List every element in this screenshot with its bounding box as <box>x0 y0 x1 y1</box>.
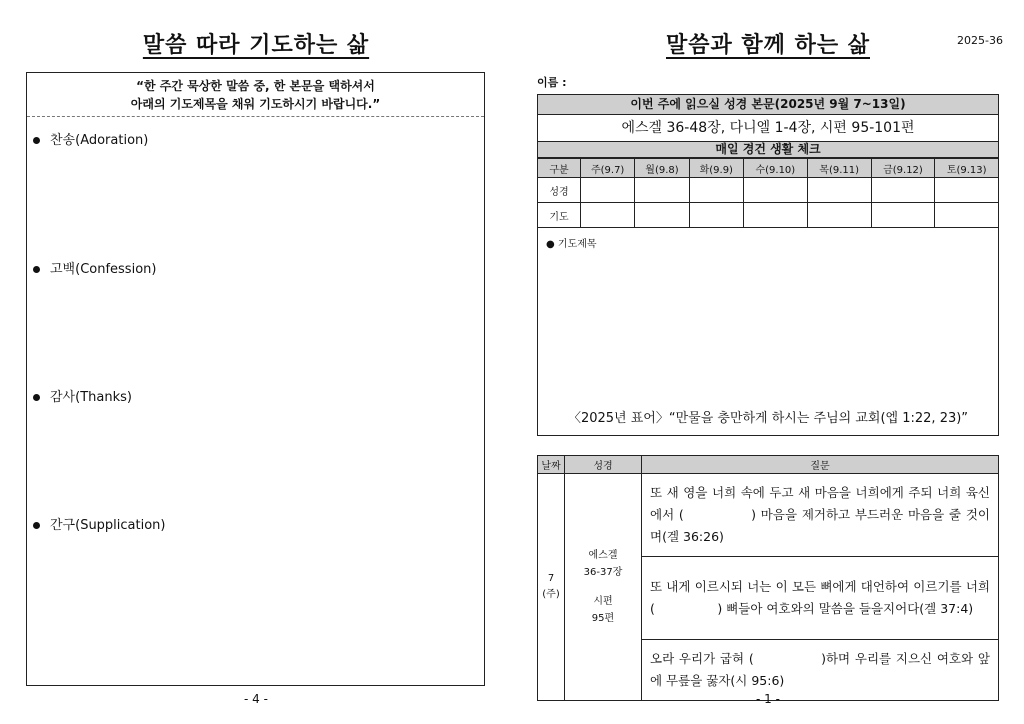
left-page-title: 말씀 따라 기도하는 삶 <box>142 33 370 58</box>
check-header-cell: 구분 <box>538 159 581 178</box>
check-title: 매일 경건 생활 체크 <box>538 142 998 158</box>
check-header-cell: 수(9.10) <box>743 159 807 178</box>
prayer-item-supplication: 간구(Supplication) <box>33 514 166 533</box>
check-cell[interactable] <box>743 178 807 203</box>
question-table <box>537 455 999 701</box>
check-header-cell: 목(9.11) <box>807 159 871 178</box>
reading-range: 에스겔 36-48장, 다니엘 1-4장, 시편 95-101편 <box>538 115 998 142</box>
reading-title: 이번 주에 읽으실 성경 본문(2025년 9월 7~13일) <box>538 95 998 115</box>
check-cell[interactable] <box>807 178 871 203</box>
reading-box <box>537 94 999 436</box>
day-cell: 7 (주) <box>538 474 565 701</box>
check-header-cell: 금(9.12) <box>871 159 935 178</box>
check-cell[interactable] <box>635 178 689 203</box>
check-cell[interactable] <box>635 203 689 228</box>
check-cell[interactable] <box>581 203 635 228</box>
prayer-item-confession: 고백(Confession) <box>33 258 156 277</box>
question-1: 또 새 영을 너희 속에 두고 새 마음을 너희에게 주되 너희 육신에서 ( ) 마음을 제거하고 부드러운 마음을 줄 것이며(겔 36:26) <box>642 474 999 557</box>
bullet-icon <box>33 137 40 144</box>
left-page-number: - 4 - <box>244 692 268 706</box>
check-cell[interactable] <box>871 203 935 228</box>
bible-header: 성경 <box>565 456 642 474</box>
issue-number: 2025-36 <box>957 34 1003 47</box>
check-header-cell: 화(9.9) <box>689 159 743 178</box>
question-3: 오라 우리가 굽혀 ( )하며 우리를 지으신 여호와 앞에 무릎을 꿇자(시 95:6) <box>642 640 999 701</box>
prayer-item-thanks: 감사(Thanks) <box>33 386 132 405</box>
date-header: 날짜 <box>538 456 565 474</box>
check-cell[interactable] <box>581 178 635 203</box>
check-cell[interactable] <box>689 178 743 203</box>
check-cell[interactable] <box>807 203 871 228</box>
year-motto: 〈2025년 표어〉“만물을 충만하게 하시는 주님의 교회(엡 1:22, 23)” <box>567 411 969 426</box>
check-cell[interactable] <box>743 203 807 228</box>
check-row-label: 기도 <box>538 203 581 228</box>
check-cell[interactable] <box>871 178 935 203</box>
check-header-cell: 월(9.8) <box>635 159 689 178</box>
check-cell[interactable] <box>935 178 998 203</box>
book-cell: 에스겔 36-37장 시편 95편 <box>565 474 642 701</box>
name-label: 이름 : <box>537 76 567 89</box>
bullet-icon <box>33 394 40 401</box>
instruction-line-1: “한 주간 묵상한 말씀 중, 한 본문을 택하셔서 <box>136 79 375 93</box>
check-row-prayer <box>538 203 998 228</box>
question-2: 또 내게 이르시되 너는 이 모든 뼈에게 대언하여 이르기를 너희 ( ) 뼈들아 여호와의 말씀을 들을지어다(겔 37:4) <box>642 557 999 640</box>
check-row-label: 성경 <box>538 178 581 203</box>
check-table <box>538 158 998 228</box>
right-page-title: 말씀과 함께 하는 삶 <box>666 33 870 58</box>
prayer-panel <box>26 72 485 686</box>
check-header-cell: 토(9.13) <box>935 159 998 178</box>
instruction-line-2: 아래의 기도제목을 채워 기도하시기 바랍니다.” <box>130 97 381 111</box>
prayer-item-adoration: 찬송(Adoration) <box>33 129 148 148</box>
check-cell[interactable] <box>689 203 743 228</box>
check-header-row <box>538 159 998 178</box>
check-header-cell: 주(9.7) <box>581 159 635 178</box>
bullet-icon <box>33 266 40 273</box>
question-header: 질문 <box>642 456 999 474</box>
prayer-topic-label: ● 기도제목 <box>546 239 597 250</box>
check-cell[interactable] <box>935 203 998 228</box>
question-row <box>538 474 999 557</box>
instruction-box <box>27 73 484 117</box>
bullet-icon <box>33 522 40 529</box>
right-page-number: - 1 - <box>756 692 780 706</box>
question-header-row <box>538 456 999 474</box>
check-row-bible <box>538 178 998 203</box>
